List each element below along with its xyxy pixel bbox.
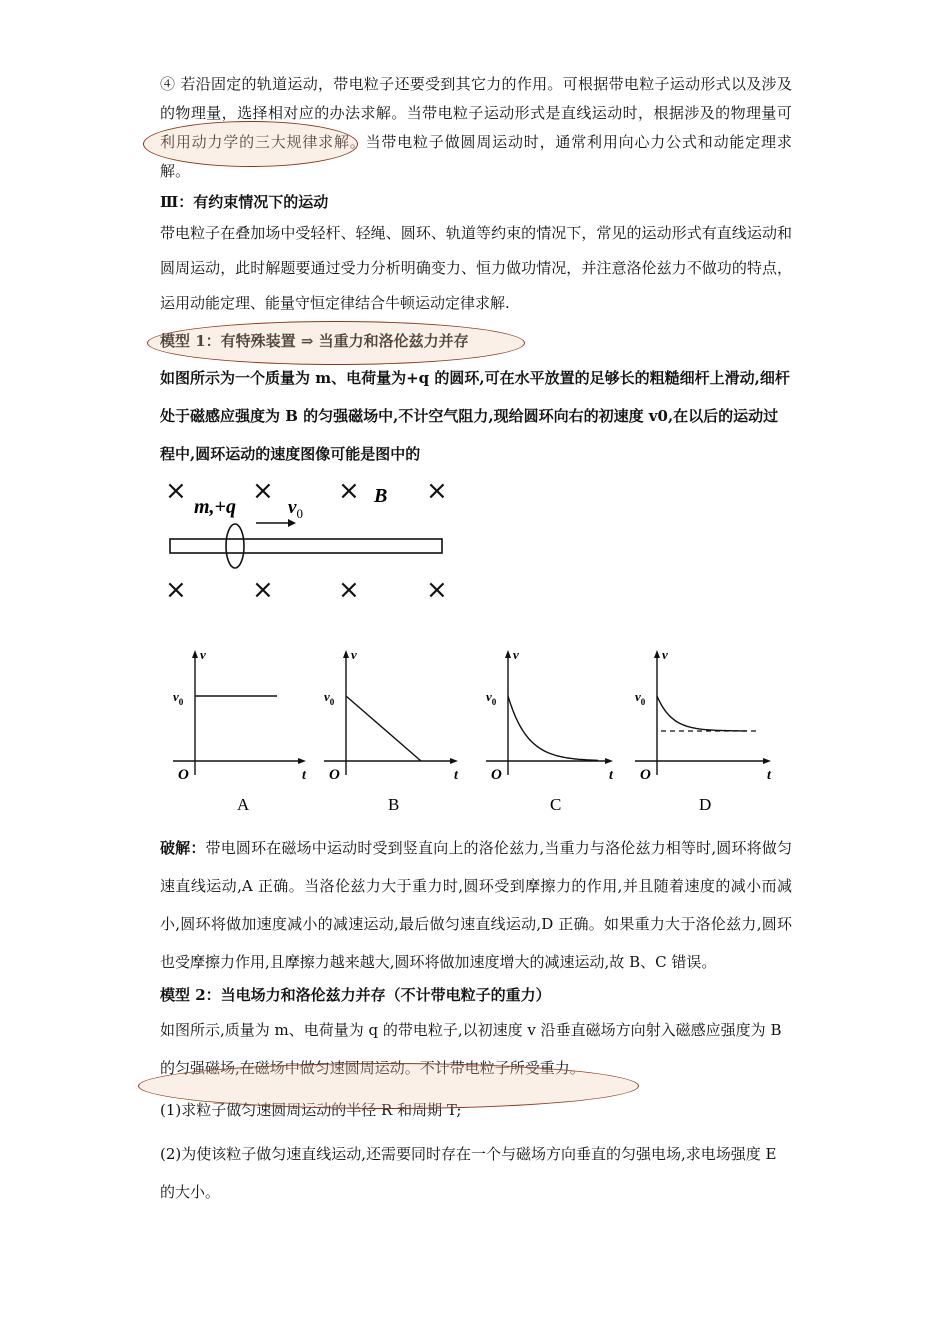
model-2-title: 模型 2：当电场力和洛伦兹力并存（不计带电粒子的重力） xyxy=(160,986,551,1004)
physics-figure xyxy=(160,473,792,829)
t-axis-arrow-icon xyxy=(450,758,458,764)
solution-text: 带电圆环在磁场中运动时受到竖直向上的洛伦兹力,当重力与洛伦兹力相等时,圆环将做匀速直线运动,A 正确。当洛伦兹力大于重力时,圆环受到摩擦力的作用,并且随着速度的减小而减小,圆环将做加速度减小的减速运动,最后做匀速直线运动,D 正确。如果重力大于洛伦兹力,圆环也受摩擦力作用,且摩擦力越来越大,圆环将做加速度增大的减速运动,故 B、C 错误。 xyxy=(160,839,792,971)
curve-decay-to-constant xyxy=(657,696,747,731)
v0-label: $v_0$ xyxy=(173,689,184,707)
v-axis-arrow-icon xyxy=(505,650,511,658)
field-label: B xyxy=(374,485,388,507)
field-cross-icon: × xyxy=(165,476,187,506)
t-axis-label: t xyxy=(302,768,306,783)
curve-decay-to-zero xyxy=(508,696,598,760)
origin-label: O xyxy=(178,767,189,783)
v-axis-label: v xyxy=(513,647,519,662)
question-2-text: 如图所示,质量为 m、电荷量为 q 的带电粒子,以初速度 v 沿垂直磁场方向射入磁感应强度为 B 的匀强磁场,在磁场中做匀速圆周运动。不计带电粒子所受重力。 xyxy=(160,1021,782,1077)
solution-1 xyxy=(160,829,792,981)
option-label: A xyxy=(237,795,250,814)
paragraph-constrained-track: ④ 若沿固定的轨道运动，带电粒子还要受到其它力的作用。可根据带电粒子运动形式以及涉及的物理量，选择相对应的办法求解。当带电粒子运动形式是直线运动时，根据涉及的物理量可利用动力学的三大规律求解。当带电粒子做圆周运动时，通常利用向心力公式和动能定理求解。 xyxy=(160,75,792,180)
field-cross-icon: × xyxy=(165,575,187,605)
t-axis-label: t xyxy=(767,768,771,783)
document-page xyxy=(160,70,792,1211)
rough-rod xyxy=(170,539,442,553)
curve-linear-decrease xyxy=(346,696,421,761)
figure-svg xyxy=(160,473,792,829)
v-axis-label: v xyxy=(351,647,357,662)
t-axis-label: t xyxy=(454,768,458,783)
t-axis-arrow-icon xyxy=(763,758,771,764)
vt-graph-C xyxy=(486,647,614,814)
sub-question-2: (2)为使该粒子做匀速直线运动,还需要同时存在一个与磁场方向垂直的匀强电场,求电场强度 E 的大小。 xyxy=(160,1145,777,1201)
model-1-title: 模型 1：有特殊装置 ⇒ 当重力和洛伦兹力并存 xyxy=(160,332,469,350)
vt-graph-D xyxy=(635,647,772,814)
option-label: B xyxy=(388,795,400,814)
charged-ring xyxy=(226,524,244,568)
origin-label: O xyxy=(640,767,651,783)
vt-graph-B xyxy=(324,647,459,814)
arrow-head-icon xyxy=(288,519,296,527)
t-axis-arrow-icon xyxy=(605,758,613,764)
v-axis-label: v xyxy=(662,647,668,662)
paragraph-constraint-methods: 带电粒子在叠加场中受轻杆、轻绳、圆环、轨道等约束的情况下，常见的运动形式有直线运动和圆周运动，此时解题要通过受力分析明确变力、恒力做功情况，并注意洛伦兹力不做功的特点，运用动能定理、能量守恒定律结合牛顿运动定律求解. xyxy=(160,224,792,312)
field-cross-icon: × xyxy=(426,476,448,506)
sub-question-1: (1)求粒子做匀速圆周运动的半径 R 和周期 T; xyxy=(160,1101,462,1119)
velocity-label: $v_0$ xyxy=(288,497,303,521)
field-cross-icon: × xyxy=(338,476,360,506)
v-axis-arrow-icon xyxy=(654,650,660,658)
section-heading-constrained-motion: Ⅲ：有约束情况下的运动 xyxy=(160,193,329,211)
field-cross-icon: × xyxy=(426,575,448,605)
v-axis-arrow-icon xyxy=(343,650,349,658)
ring-label: m,+q xyxy=(194,496,236,518)
origin-label: O xyxy=(491,767,502,783)
field-cross-icon: × xyxy=(252,476,274,506)
v-axis-arrow-icon xyxy=(192,650,198,658)
question-1-text: 如图所示为一个质量为 m、电荷量为+q 的圆环,可在水平放置的足够长的粗糙细杆上滑动,细杆处于磁感应强度为 B 的匀强磁场中,不计空气阻力,现给圆环向右的初速度 v0,在以后的运动过程中,圆环运动的速度图像可能是图中的 xyxy=(160,369,790,463)
v-axis-label: v xyxy=(200,647,206,662)
v0-label: $v_0$ xyxy=(635,689,646,707)
origin-label: O xyxy=(329,767,340,783)
v0-label: $v_0$ xyxy=(486,689,497,707)
field-cross-icon: × xyxy=(252,575,274,605)
v0-label: $v_0$ xyxy=(324,689,335,707)
option-label: D xyxy=(699,795,712,814)
vt-graph-A xyxy=(173,647,307,814)
t-axis-label: t xyxy=(609,768,613,783)
t-axis-arrow-icon xyxy=(298,758,306,764)
option-label: C xyxy=(550,795,562,814)
field-cross-icon: × xyxy=(338,575,360,605)
solution-label: 破解： xyxy=(160,839,206,857)
velocity-time-graphs xyxy=(173,647,772,814)
